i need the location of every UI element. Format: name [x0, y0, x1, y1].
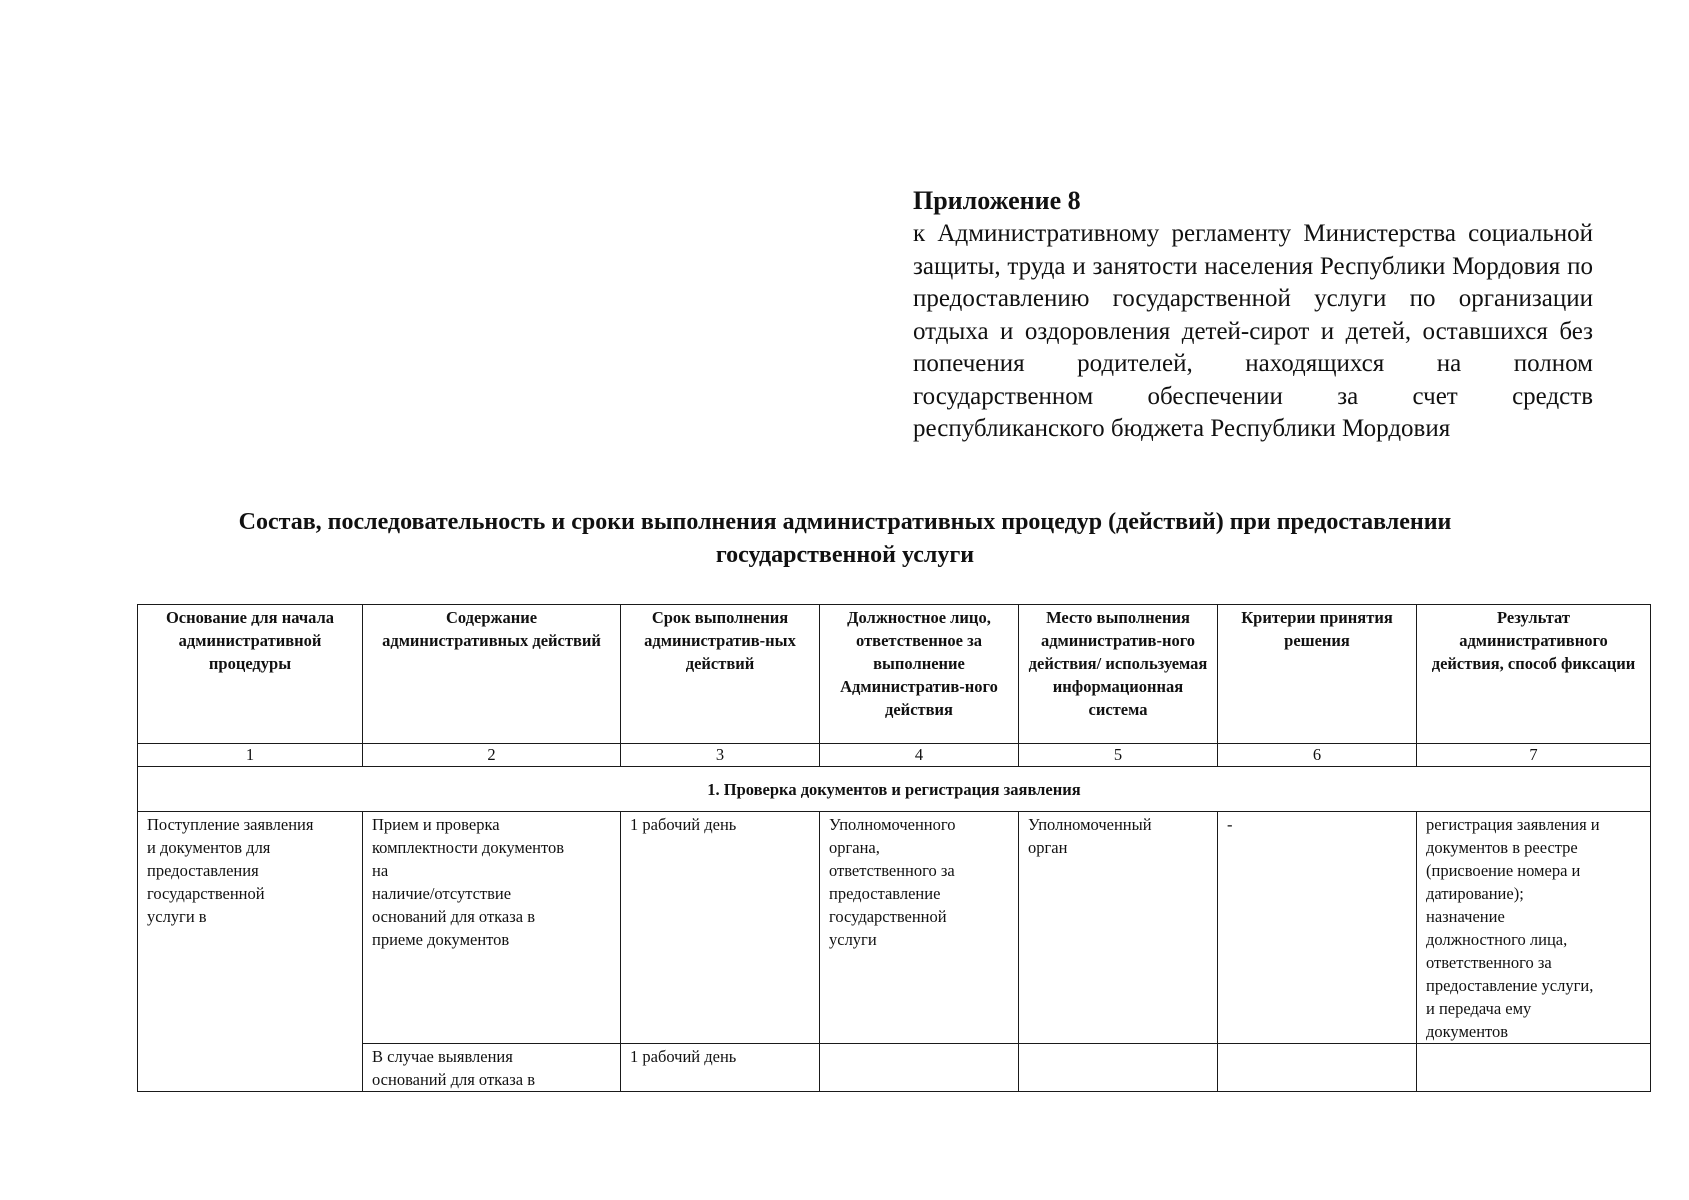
- column-number: 3: [621, 744, 820, 767]
- criteria-cell: [1218, 1044, 1417, 1092]
- term-cell: 1 рабочий день: [621, 1044, 820, 1092]
- content-cell: В случае выявления оснований для отказа в: [363, 1044, 621, 1092]
- column-header: Содержание административных действий: [363, 605, 621, 744]
- column-number: 1: [138, 744, 363, 767]
- basis-cell: Поступление заявления и документов для предоставления государственной услуги в: [138, 812, 363, 1092]
- appendix-title: Приложение 8: [913, 186, 1081, 215]
- term-cell: 1 рабочий день: [621, 812, 820, 1044]
- column-number: 7: [1417, 744, 1651, 767]
- appendix-text: к Административному регламенту Министерства социальной защиты, труда и занятости населения Республики Мордовия по предоставлению государственной услуги по организации отдыха и оздоровления детей-сирот и детей, оставшихся без попечения родителей, находящихся на полном государственном обеспечении за счет средств республиканского бюджета Республики Мордовия: [913, 220, 1593, 442]
- criteria-cell: -: [1218, 812, 1417, 1044]
- column-number-row: [138, 744, 1651, 767]
- column-number: 4: [820, 744, 1019, 767]
- column-header: Основание для начала административной процедуры: [138, 605, 363, 744]
- official-cell: [820, 1044, 1019, 1092]
- procedures-table: [137, 604, 1651, 1092]
- column-header: Должностное лицо, ответственное за выполнение Административ-ного действия: [820, 605, 1019, 744]
- place-cell: Уполномоченный орган: [1019, 812, 1218, 1044]
- content-cell: Прием и проверка комплектности документов на наличие/отсутствие оснований для отказа в приеме документов: [363, 812, 621, 1044]
- column-header: Срок выполнения административ-ных действий: [621, 605, 820, 744]
- column-number: 6: [1218, 744, 1417, 767]
- column-header: Результат административного действия, способ фиксации: [1417, 605, 1651, 744]
- header-row: [138, 605, 1651, 744]
- table-row: [138, 812, 1651, 1044]
- place-cell: [1019, 1044, 1218, 1092]
- document-title: Состав, последовательность и сроки выполнения административных процедур (действий) при предоставлении государственной услуги: [238, 509, 1452, 568]
- official-cell: Уполномоченного органа, ответственного за предоставление государственной услуги: [820, 812, 1019, 1044]
- table-row: [138, 1044, 1651, 1092]
- section-row: [138, 767, 1651, 812]
- result-cell: регистрация заявления и документов в реестре (присвоение номера и датирование); назначение должностного лица, ответственного за предоставление услуги, и передача ему документов: [1417, 812, 1651, 1044]
- column-header: Место выполнения административ-ного действия/ используемая информационная система: [1019, 605, 1218, 744]
- column-number: 2: [363, 744, 621, 767]
- section-title: 1. Проверка документов и регистрация заявления: [138, 767, 1651, 812]
- appendix-block: [913, 184, 1593, 446]
- result-cell: [1417, 1044, 1651, 1092]
- column-header: Критерии принятия решения: [1218, 605, 1417, 744]
- column-number: 5: [1019, 744, 1218, 767]
